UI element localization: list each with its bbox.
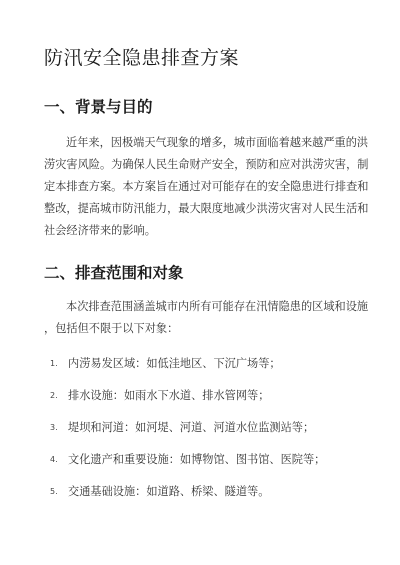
list-item-text: 文化遗产和重要设施：如博物馆、图书馆、医院等； [68,453,326,466]
list-item [50,418,360,450]
list-item [50,450,360,482]
list-item [50,354,360,386]
inspection-object-list [50,354,360,514]
list-item-number: 1. [50,359,58,368]
paragraph-line: 社会经济带来的影响。 [44,224,156,237]
paragraph-line: 定本排查方案。本方案旨在通过对可能存在的安全隐患进行排查和 [44,180,369,193]
paragraph-line: 涝灾害风险。为确保人民生命财产安全，预防和应对洪涝灾害，制 [44,158,369,171]
list-item-number: 4. [50,455,58,464]
section-paragraph-background [44,132,369,242]
list-item-number: 2. [50,391,58,400]
paragraph-line: 近年来，因极端天气现象的增多，城市面临着越来越严重的洪 [66,136,369,149]
paragraph-line: 整改，提高城市防汛能力，最大限度地减少洪涝灾害对人民生活和 [44,202,369,215]
list-item [50,482,360,514]
list-item-text: 内涝易发区域：如低洼地区、下沉广场等； [68,357,281,370]
list-item [50,386,360,418]
list-item-text: 交通基础设施：如道路、桥梁、隧道等。 [68,485,270,498]
paragraph-line: 本次排查范围涵盖城市内所有可能存在汛情隐患的区域和设施 [66,300,369,313]
section-heading-scope: 二、排查范围和对象 [44,263,184,282]
document-title: 防汛安全隐患排查方案 [44,47,240,69]
section-heading-background: 一、背景与目的 [44,97,153,116]
section-paragraph-scope [44,296,369,340]
list-item-text: 堤坝和河道：如河堤、河道、河道水位监测站等； [68,421,315,434]
list-item-text: 排水设施：如雨水下水道、排水管网等； [68,389,270,402]
list-item-number: 3. [50,423,58,432]
paragraph-line: ，包括但不限于以下对象： [44,322,179,335]
list-item-number: 5. [50,487,58,496]
